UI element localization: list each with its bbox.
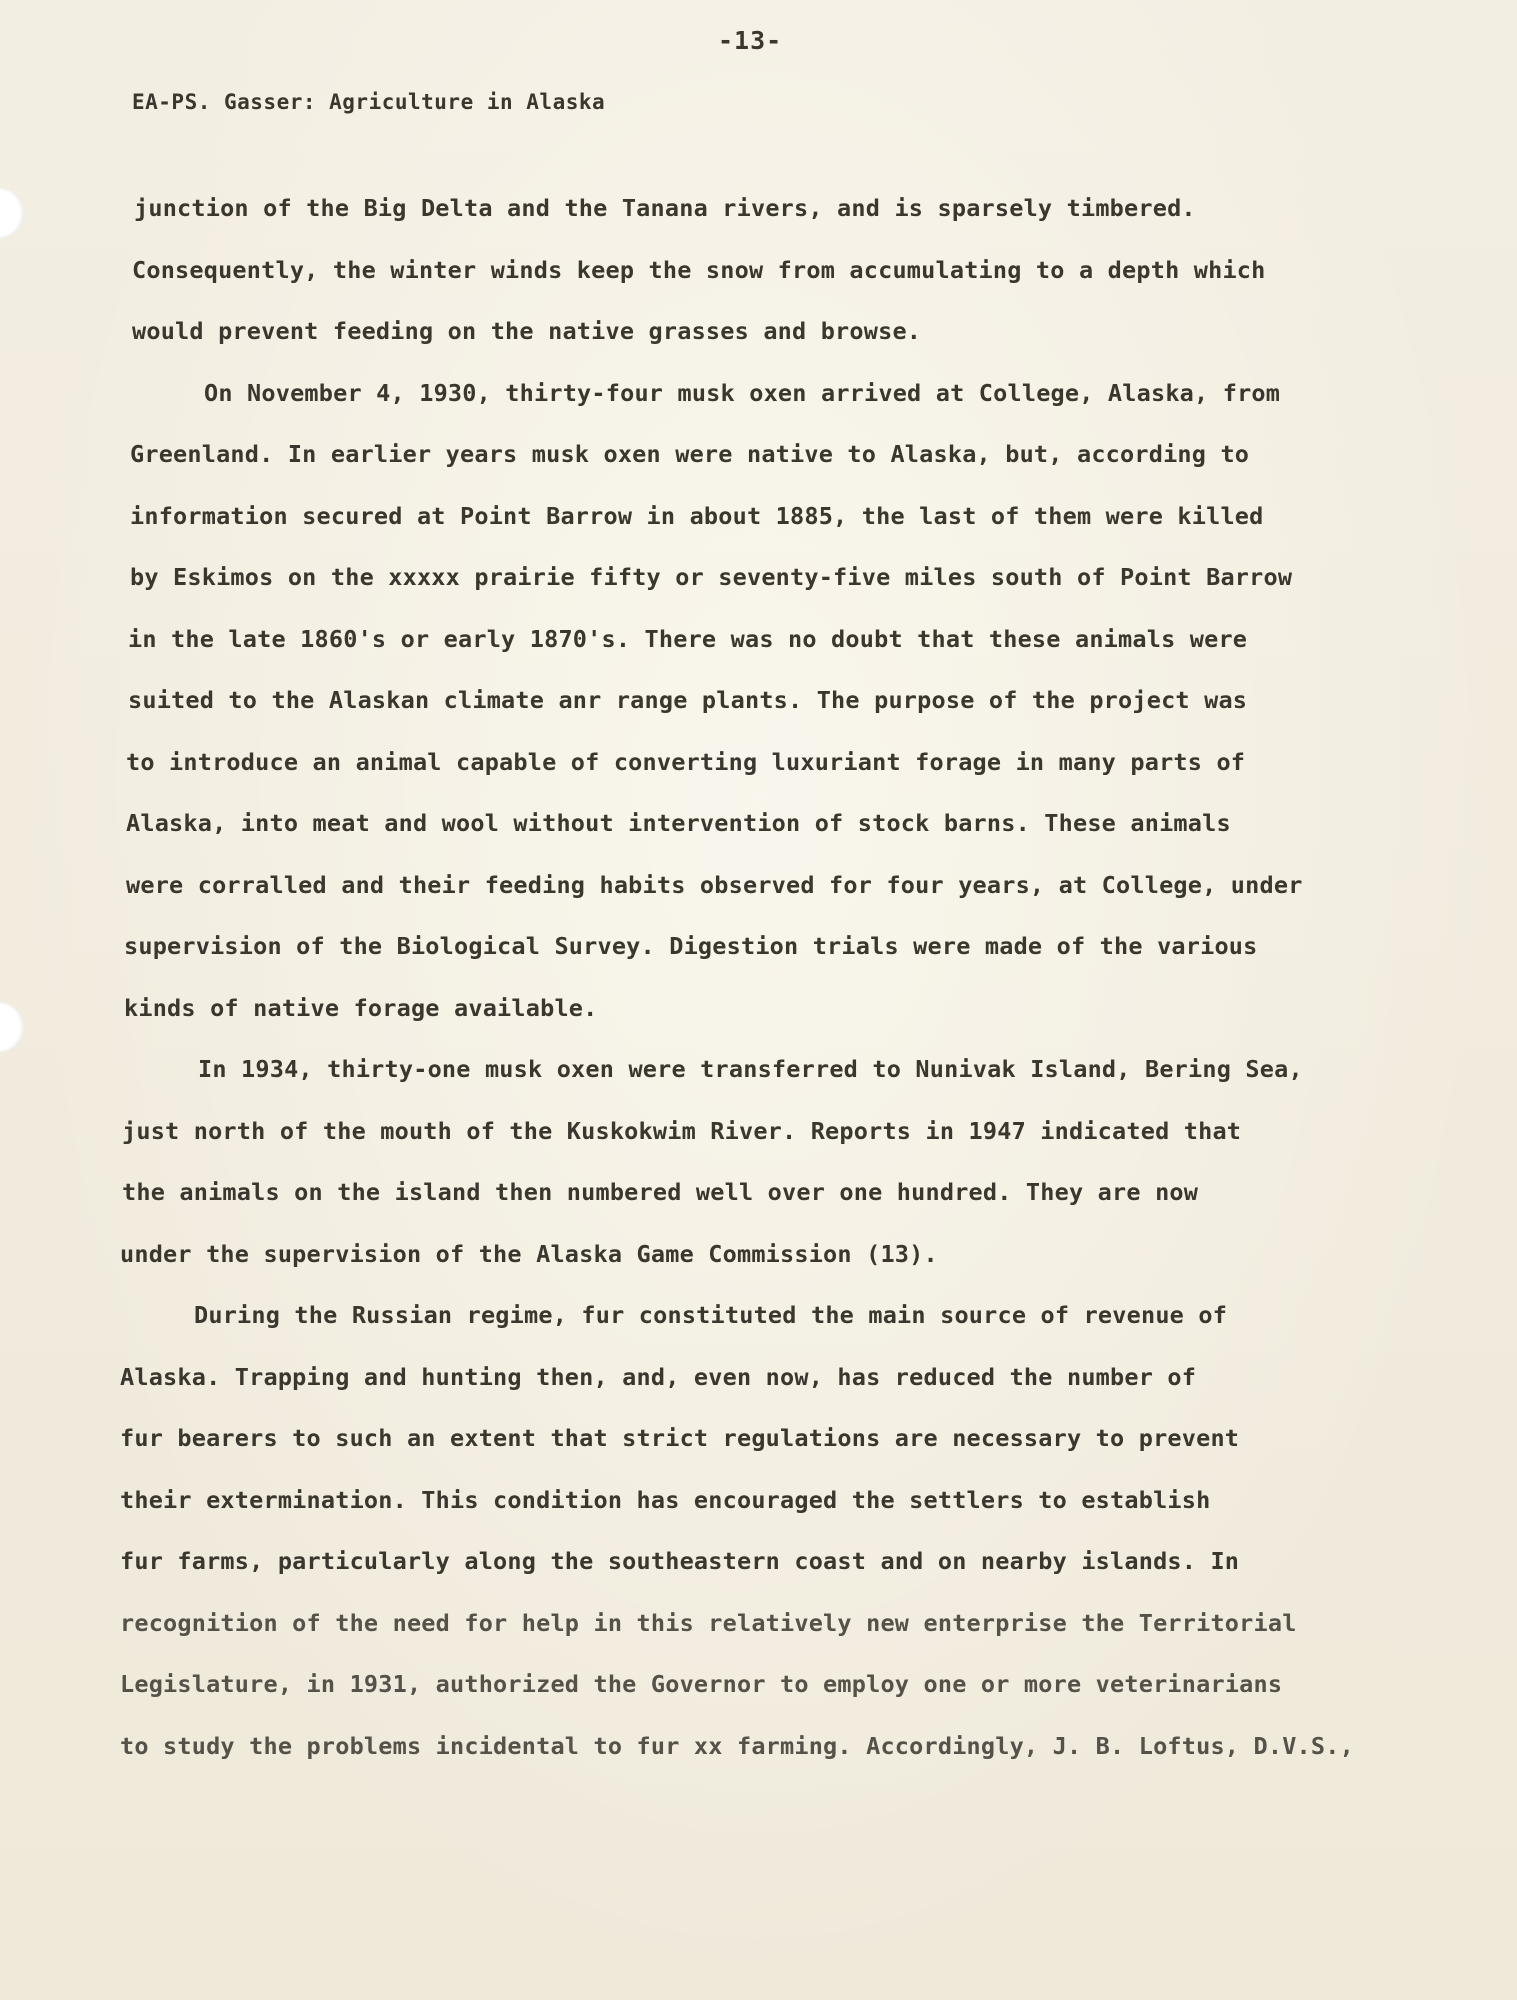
text-line: Consequently, the winter winds keep the snow from accumulating to a depth which [132, 255, 1266, 284]
text-line: their extermination. This condition has encouraged the settlers to establish [120, 1485, 1211, 1514]
text-line: were corralled and their feeding habits observed for four years, at College, under [126, 870, 1303, 899]
punch-hole [0, 188, 24, 238]
text-line: by Eskimos on the xxxxx prairie fifty or seventy-five miles south of Point Barrow [130, 563, 1293, 591]
text-line: supervision of the Biological Survey. Digestion trials were made of the various [124, 932, 1258, 960]
text-line: information secured at Point Barrow in about 1885, the last of them were killed [130, 501, 1264, 530]
text-line: fur bearers to such an extent that strict regulations are necessary to prevent [120, 1424, 1240, 1452]
text-line: kinds of native forage available. [124, 993, 598, 1022]
text-line: Alaska, into meat and wool without intervention of stock barns. These animals [126, 809, 1231, 837]
text-line: fur farms, particularly along the southeastern coast and on nearby islands. In [120, 1547, 1240, 1575]
text-line: to study the problems incidental to fur xx farming. Accordingly, J. B. Loftus, D.V.S., [120, 1731, 1354, 1760]
text-line: would prevent feeding on the native grasses and browse. [132, 317, 922, 345]
text-line: the animals on the island then numbered well over one hundred. They are now [122, 1178, 1199, 1206]
text-line: just north of the mouth of the Kuskokwim River. Reports in 1947 indicated that [122, 1116, 1242, 1145]
text-line: Legislature, in 1931, authorized the Governor to employ one or more veterinarians [120, 1670, 1283, 1698]
text-line: to introduce an animal capable of converting luxuriant forage in many parts of [126, 747, 1246, 776]
text-line: recognition of the need for help in this relatively new enterprise the Territorial [120, 1608, 1297, 1637]
text-line: During the Russian regime, fur constituted the main source of revenue of [194, 1301, 1228, 1329]
running-head: EA-PS. Gasser: Agriculture in Alaska [132, 90, 606, 114]
text-line: in the late 1860's or early 1870's. There was no doubt that these animals were [128, 624, 1248, 653]
text-line: On November 4, 1930, thirty-four musk oxen arrived at College, Alaska, from [204, 378, 1281, 407]
punch-hole [0, 1002, 24, 1052]
text-line: junction of the Big Delta and the Tanana rivers, and is sparsely timbered. [134, 194, 1196, 222]
text-line: In 1934, thirty-one musk oxen were transferred to Nunivak Island, Bering Sea, [198, 1055, 1303, 1083]
text-line: Greenland. In earlier years musk oxen were native to Alaska, but, according to [130, 440, 1250, 468]
text-line: suited to the Alaskan climate anr range plants. The purpose of the project was [128, 686, 1248, 714]
text-line: under the supervision of the Alaska Game Commission (13). [120, 1239, 938, 1268]
body-text [120, 178, 1400, 1777]
text-line: Alaska. Trapping and hunting then, and, even now, has reduced the number of [120, 1362, 1197, 1391]
page-number: -13- [718, 26, 783, 55]
